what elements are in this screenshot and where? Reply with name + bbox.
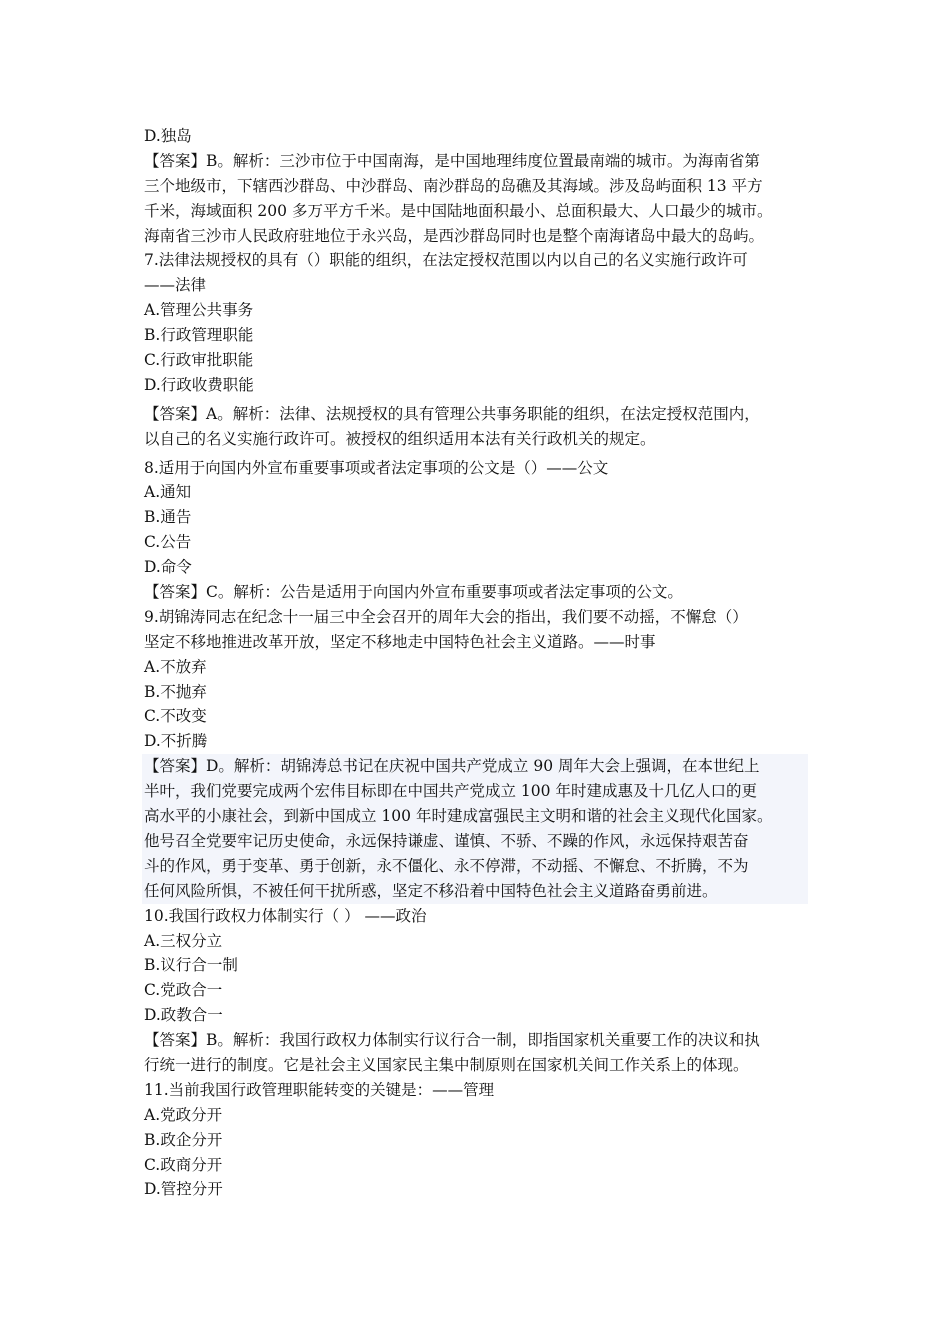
option-b-q11: B.政企分开 bbox=[144, 1130, 223, 1149]
answer-q9-line: 他号召全党要牢记历史使命，永远保持谦虚、谨慎、不骄、不躁的作风，永远保持艰苦奋 bbox=[144, 831, 749, 850]
option-a-q9: A.不放弃 bbox=[144, 657, 207, 676]
option-a-q8: A.通知 bbox=[144, 483, 192, 502]
question-9-cont: 坚定不移地推进改革开放，坚定不移地走中国特色社会主义道路。——时事 bbox=[144, 632, 656, 651]
option-d-q11: D.管控分开 bbox=[144, 1180, 223, 1199]
answer-q9-block bbox=[142, 754, 808, 903]
option-c-q10: C.党政合一 bbox=[144, 981, 223, 1000]
answer-q6-line: 三个地级市，下辖西沙群岛、中沙群岛、南沙群岛的岛礁及其海域。涉及岛屿面积 13 平方 bbox=[144, 176, 763, 195]
answer-q10-line: 行统一进行的制度。它是社会主义国家民主集中制原则在国家机关间工作关系上的体现。 bbox=[144, 1055, 749, 1074]
answer-q6-line: 海南省三沙市人民政府驻地位于永兴岛，是西沙群岛同时也是整个南海诸岛中最大的岛屿。 bbox=[144, 226, 765, 245]
answer-q9-line: 任何风险所惧，不被任何干扰所惑，坚定不移沿着中国特色社会主义道路奋勇前进。 bbox=[144, 881, 718, 900]
answer-q9-line: 斗的作风，勇于变革、勇于创新，永不僵化、永不停滞，不动摇、不懈怠、不折腾，不为 bbox=[144, 856, 749, 875]
answer-q6-line: 千米，海域面积 200 多万平方千米。是中国陆地面积最小、总面积最大、人口最少的城市。 bbox=[144, 201, 773, 220]
option-c-q7: C.行政审批职能 bbox=[144, 351, 254, 370]
question-7-cont: ——法律 bbox=[144, 276, 207, 295]
option-b-q7: B.行政管理职能 bbox=[144, 326, 254, 345]
question-11: 11.当前我国行政管理职能转变的关键是：——管理 bbox=[144, 1080, 495, 1099]
option-a-q11: A.党政分开 bbox=[144, 1105, 223, 1124]
option-a-q10: A.三权分立 bbox=[144, 931, 223, 950]
answer-q9-line: 【答案】D。解析：胡锦涛总书记在庆祝中国共产党成立 90 周年大会上强调，在本世纪上 bbox=[144, 757, 760, 776]
answer-q7-line: 以自己的名义实施行政许可。被授权的组织适用本法有关行政机关的规定。 bbox=[144, 429, 656, 448]
question-7: 7.法律法规授权的具有（）职能的组织，在法定授权范围以内以自己的名义实施行政许可 bbox=[144, 251, 748, 270]
option-d-q7: D.行政收费职能 bbox=[144, 375, 254, 394]
answer-q8-line: 【答案】C。解析：公告是适用于向国内外宣布重要事项或者法定事项的公文。 bbox=[144, 583, 683, 602]
option-c-q9: C.不改变 bbox=[144, 707, 207, 726]
question-8: 8.适用于向国内外宣布重要事项或者法定事项的公文是（）——公文 bbox=[144, 458, 609, 477]
answer-q7-line: 【答案】A。解析：法律、法规授权的具有管理公共事务职能的组织，在法定授权范围内， bbox=[144, 404, 760, 423]
option-a-q7: A.管理公共事务 bbox=[144, 301, 254, 320]
option-d-q6: D.独岛 bbox=[144, 127, 192, 145]
option-d-q8: D.命令 bbox=[144, 558, 192, 577]
option-b-q9: B.不抛弃 bbox=[144, 682, 207, 701]
option-b-q8: B.通告 bbox=[144, 508, 192, 527]
option-d-q9: D.不折腾 bbox=[144, 732, 208, 751]
option-b-q10: B.议行合一制 bbox=[144, 956, 238, 975]
question-9: 9.胡锦涛同志在纪念十一届三中全会召开的周年大会的指出，我们要不动摇，不懈怠（） bbox=[144, 607, 748, 626]
answer-q10-line: 【答案】B。解析：我国行政权力体制实行议行合一制，即指国家机关重要工作的决议和执 bbox=[144, 1031, 760, 1050]
document-page bbox=[144, 124, 824, 1202]
answer-q9-line: 高水平的小康社会，到新中国成立 100 年时建成富强民主文明和谐的社会主义现代化国家。 bbox=[144, 807, 773, 826]
option-d-q10: D.政教合一 bbox=[144, 1006, 223, 1025]
option-c-q11: C.政商分开 bbox=[144, 1155, 223, 1174]
question-10: 10.我国行政权力体制实行（ ） ——政治 bbox=[144, 906, 427, 925]
option-c-q8: C.公告 bbox=[144, 533, 192, 552]
answer-q9-line: 半叶，我们党要完成两个宏伟目标即在中国共产党成立 100 年时建成惠及十几亿人口的更 bbox=[144, 782, 757, 801]
answer-q6-line: 【答案】B。解析：三沙市位于中国南海，是中国地理纬度位置最南端的城市。为海南省第 bbox=[144, 151, 760, 170]
